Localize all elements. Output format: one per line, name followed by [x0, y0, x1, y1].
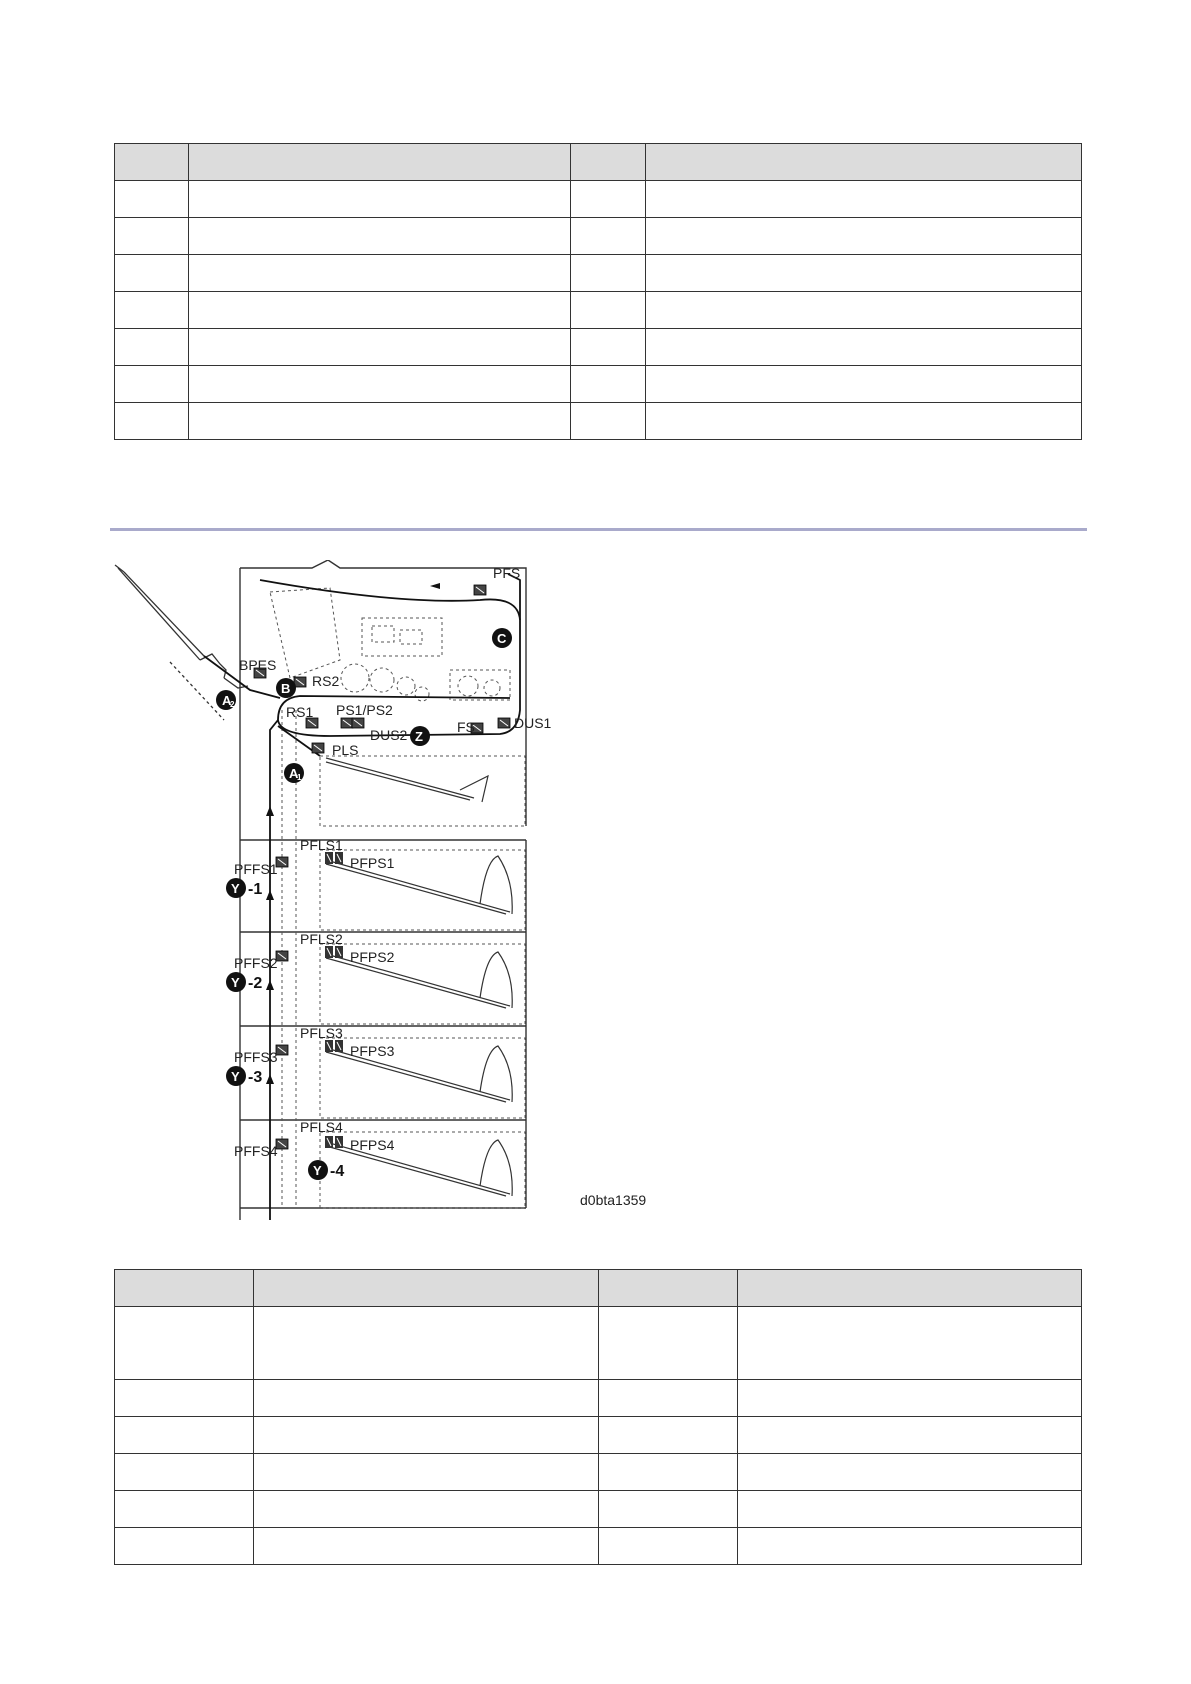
table-cell	[254, 1417, 599, 1454]
table-header-row	[115, 1270, 1082, 1307]
table-cell	[738, 1491, 1082, 1528]
label-pffs1: PFFS1	[234, 861, 278, 877]
svg-text:-4: -4	[330, 1163, 345, 1180]
table-row	[115, 218, 1082, 255]
table-cell	[115, 1528, 254, 1565]
table-row	[115, 403, 1082, 440]
marker-y3	[226, 1066, 262, 1086]
header-cell	[571, 144, 646, 181]
table-cell	[571, 218, 646, 255]
top-table	[114, 143, 1082, 440]
table-cell	[571, 181, 646, 218]
marker-a2	[216, 690, 236, 710]
svg-text:1: 1	[297, 773, 302, 782]
table-row	[115, 181, 1082, 218]
table-header-row	[115, 144, 1082, 181]
section-divider	[110, 528, 1087, 531]
table-row	[115, 1380, 1082, 1417]
table-cell	[115, 181, 189, 218]
table-cell	[738, 1307, 1082, 1380]
internal-components	[270, 588, 525, 1208]
table-cell	[571, 366, 646, 403]
table-row	[115, 1307, 1082, 1380]
svg-text:Y: Y	[231, 881, 240, 896]
label-ps1-ps2: PS1/PS2	[336, 702, 393, 718]
paper-stacks	[326, 758, 512, 1196]
svg-text:2: 2	[230, 700, 235, 709]
header-cell	[115, 144, 189, 181]
label-pffs3: PFFS3	[234, 1049, 278, 1065]
header-cell	[599, 1270, 738, 1307]
marker-a1	[284, 763, 304, 783]
table-cell	[254, 1491, 599, 1528]
table-cell	[646, 403, 1082, 440]
table-cell	[646, 255, 1082, 292]
table-cell	[189, 329, 571, 366]
table-cell	[646, 366, 1082, 403]
header-cell	[115, 1270, 254, 1307]
label-pfls1: PFLS1	[300, 837, 343, 853]
bottom-table	[114, 1269, 1082, 1565]
marker-b	[276, 678, 296, 698]
table-cell	[115, 403, 189, 440]
marker-y4	[308, 1160, 344, 1180]
table-cell	[571, 292, 646, 329]
table-row	[115, 1417, 1082, 1454]
label-bpes: BPES	[239, 657, 277, 673]
machine-body-outline	[240, 560, 526, 1220]
svg-text:A: A	[289, 766, 299, 781]
table-cell	[189, 292, 571, 329]
label-pfls3: PFLS3	[300, 1025, 343, 1041]
header-cell	[646, 144, 1082, 181]
svg-text:A: A	[222, 693, 232, 708]
header-cell	[254, 1270, 599, 1307]
table-cell	[646, 292, 1082, 329]
label-pffs4: PFFS4	[234, 1143, 278, 1159]
table-row	[115, 1491, 1082, 1528]
label-pfs: PFS	[493, 565, 521, 581]
svg-text:Y: Y	[231, 975, 240, 990]
table-cell	[646, 329, 1082, 366]
table-cell	[115, 1380, 254, 1417]
table-cell	[599, 1454, 738, 1491]
header-cell	[738, 1270, 1082, 1307]
table-cell	[738, 1380, 1082, 1417]
table-cell	[189, 181, 571, 218]
table-cell	[254, 1454, 599, 1491]
table-cell	[646, 181, 1082, 218]
label-dus2: DUS2	[370, 727, 408, 743]
label-rs1: RS1	[286, 704, 314, 720]
label-pls: PLS	[332, 742, 359, 758]
table-cell	[738, 1528, 1082, 1565]
table-cell	[115, 329, 189, 366]
table-cell	[599, 1380, 738, 1417]
table-cell	[189, 403, 571, 440]
svg-text:-2: -2	[248, 975, 263, 992]
svg-text:Y: Y	[313, 1163, 322, 1178]
table-cell	[738, 1417, 1082, 1454]
label-fs: FS	[457, 719, 475, 735]
label-dus1: DUS1	[514, 715, 552, 731]
label-pfls2: PFLS2	[300, 931, 343, 947]
marker-y2	[226, 972, 262, 992]
table-cell	[115, 292, 189, 329]
path-arrows	[266, 583, 440, 1084]
table-cell	[571, 403, 646, 440]
label-pffs2: PFFS2	[234, 955, 278, 971]
table-row	[115, 292, 1082, 329]
table-row	[115, 366, 1082, 403]
table-cell	[599, 1417, 738, 1454]
label-pfps3: PFPS3	[350, 1043, 395, 1059]
label-pfps2: PFPS2	[350, 949, 395, 965]
svg-text:B: B	[281, 681, 291, 696]
table-cell	[646, 218, 1082, 255]
table-row	[115, 1528, 1082, 1565]
label-pfls4: PFLS4	[300, 1119, 343, 1135]
table-cell	[254, 1528, 599, 1565]
marker-c	[492, 628, 512, 648]
table-cell	[571, 329, 646, 366]
table-cell	[599, 1528, 738, 1565]
label-rs2: RS2	[312, 673, 340, 689]
svg-text:-3: -3	[248, 1069, 263, 1086]
svg-text:C: C	[497, 631, 507, 646]
svg-text:Z: Z	[415, 729, 423, 744]
table-cell	[115, 366, 189, 403]
label-pfps1: PFPS1	[350, 855, 395, 871]
svg-text:-1: -1	[248, 881, 263, 898]
table-cell	[115, 1417, 254, 1454]
table-cell	[254, 1380, 599, 1417]
table-cell	[115, 1454, 254, 1491]
table-cell	[599, 1491, 738, 1528]
table-cell	[115, 1491, 254, 1528]
svg-text:Y: Y	[231, 1069, 240, 1084]
figure-id: d0bta1359	[580, 1192, 647, 1208]
table-cell	[599, 1307, 738, 1380]
table-cell	[115, 218, 189, 255]
table-cell	[254, 1307, 599, 1380]
table-row	[115, 329, 1082, 366]
label-pfps4: PFPS4	[350, 1137, 395, 1153]
header-cell	[189, 144, 571, 181]
table-cell	[571, 255, 646, 292]
table-cell	[738, 1454, 1082, 1491]
table-row	[115, 1454, 1082, 1491]
table-cell	[115, 255, 189, 292]
paper-path-diagram	[100, 560, 680, 1220]
table-cell	[189, 255, 571, 292]
marker-y1	[226, 878, 262, 898]
marker-z	[410, 726, 430, 746]
table-cell	[115, 1307, 254, 1380]
table-row	[115, 255, 1082, 292]
table-cell	[189, 218, 571, 255]
table-cell	[189, 366, 571, 403]
